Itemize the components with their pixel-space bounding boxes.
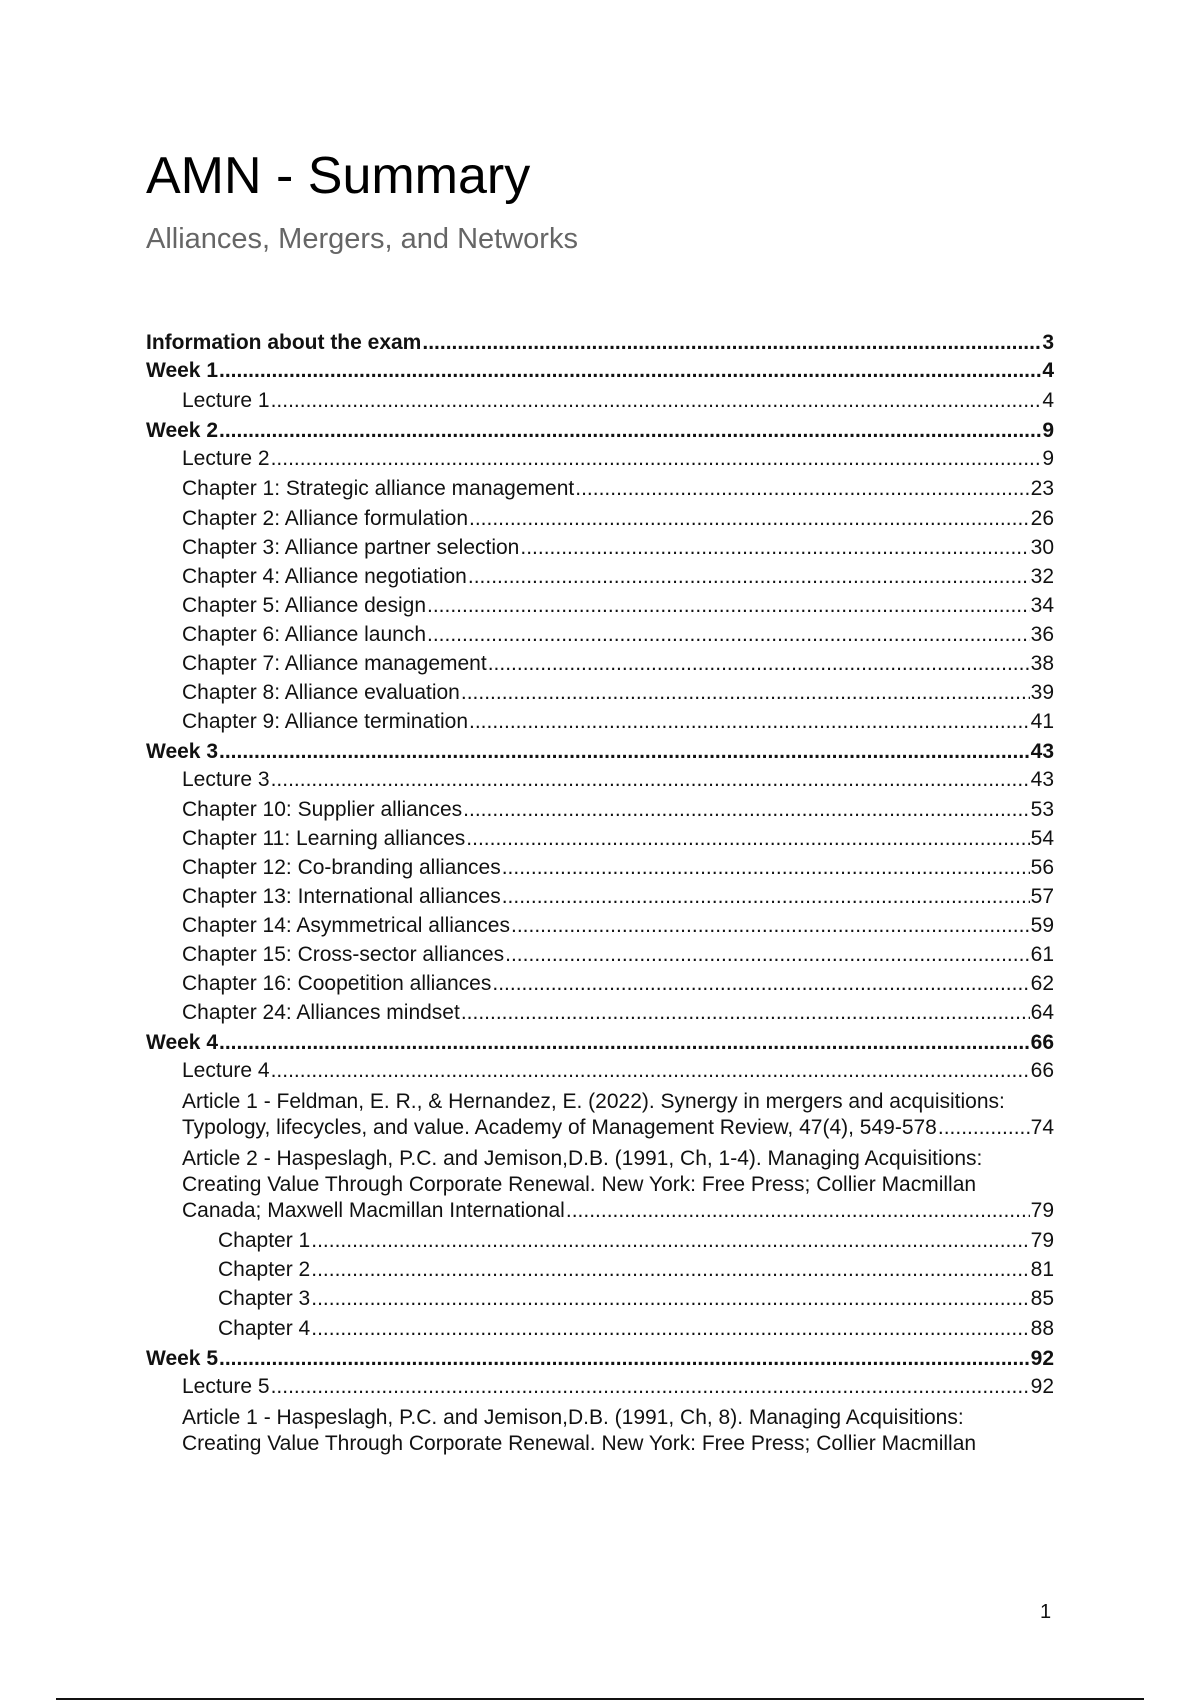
toc-page-number: 66 <box>1030 1031 1054 1054</box>
toc-entry-title: Typology, lifecycles, and value. Academy of Management Review, 47(4), 549-578 <box>182 1116 937 1139</box>
toc-dot-leader <box>468 564 1030 590</box>
toc-entry-row <box>146 739 1054 765</box>
table-of-contents <box>146 327 1054 1457</box>
toc-entry-title: Lecture 1 <box>182 389 270 412</box>
toc-section[interactable] <box>146 358 1054 384</box>
toc-dot-leader <box>492 971 1029 997</box>
toc-entry-title: Information about the exam <box>146 331 422 354</box>
toc-entry-title: Week 1 <box>146 359 218 382</box>
toc-page-number: 59 <box>1030 914 1054 937</box>
toc-page-number: 26 <box>1030 507 1054 530</box>
toc-entry-title: Chapter 10: Supplier alliances <box>182 798 463 821</box>
toc-entry-title: Week 2 <box>146 419 218 442</box>
toc-entry-row <box>146 593 1054 619</box>
toc-page-number: 36 <box>1030 623 1054 646</box>
toc-entry-title: Chapter 15: Cross-sector alliances <box>182 943 505 966</box>
toc-entry-title: Chapter 2: Alliance formulation <box>182 507 468 530</box>
toc-entry[interactable] <box>146 884 1054 910</box>
toc-dot-leader <box>520 535 1029 561</box>
toc-dot-leader <box>311 1257 1029 1283</box>
toc-entry-title: Lecture 3 <box>182 768 270 791</box>
page-number: 1 <box>1040 1601 1052 1623</box>
toc-entry-row <box>146 797 1054 823</box>
toc-dot-leader <box>219 1030 1030 1056</box>
document-title: AMN - Summary <box>146 147 531 205</box>
toc-entry-row <box>146 1374 1054 1400</box>
toc-entry-row <box>146 418 1054 444</box>
toc-page-number: 3 <box>1042 331 1054 354</box>
toc-page-number: 32 <box>1030 565 1054 588</box>
toc-entry[interactable] <box>146 476 1054 502</box>
toc-page-number: 85 <box>1030 1287 1054 1310</box>
toc-entry[interactable] <box>146 1228 1054 1254</box>
toc-dot-leader <box>469 709 1030 735</box>
toc-entry-title: Lecture 2 <box>182 447 270 470</box>
toc-dot-leader <box>219 358 1041 384</box>
toc-page-number: 9 <box>1042 447 1054 470</box>
toc-entry[interactable] <box>146 1316 1054 1342</box>
toc-page-number: 74 <box>1030 1116 1054 1139</box>
toc-entry-title: Chapter 1 <box>218 1229 311 1252</box>
toc-page-number: 92 <box>1030 1375 1054 1398</box>
toc-entry-title: Chapter 1: Strategic alliance management <box>182 477 575 500</box>
toc-entry-row <box>146 330 1054 356</box>
toc-entry-title: Chapter 7: Alliance management <box>182 652 487 675</box>
toc-entry-row <box>146 913 1054 939</box>
toc-entry-title: Chapter 4 <box>218 1317 311 1340</box>
toc-section[interactable] <box>146 1030 1054 1056</box>
toc-section[interactable] <box>146 418 1054 444</box>
toc-dot-leader <box>311 1316 1029 1342</box>
toc-entry-row <box>146 651 1054 677</box>
toc-entry-row <box>146 767 1054 793</box>
toc-dot-leader <box>463 797 1029 823</box>
toc-entry[interactable] <box>146 564 1054 590</box>
toc-page-number: 56 <box>1030 856 1054 879</box>
toc-entry-title: Chapter 3: Alliance partner selection <box>182 536 520 559</box>
toc-entry[interactable] <box>146 1257 1054 1283</box>
toc-entry-row <box>146 855 1054 881</box>
toc-entry-text-line: Creating Value Through Corporate Renewal. New York: Free Press; Collier Macmillan <box>182 1432 977 1455</box>
toc-entry-row <box>146 884 1054 910</box>
toc-dot-leader <box>427 622 1030 648</box>
toc-dot-leader <box>271 1374 1030 1400</box>
toc-entry-title: Canada; Maxwell Macmillan International <box>182 1199 565 1222</box>
toc-entry[interactable] <box>146 1286 1054 1312</box>
toc-entry[interactable] <box>146 1000 1054 1026</box>
toc-dot-leader <box>502 884 1030 910</box>
toc-entry[interactable] <box>146 971 1054 997</box>
toc-page-number: 43 <box>1030 740 1054 763</box>
toc-page-number: 4 <box>1042 389 1054 412</box>
toc-entry-row <box>146 1286 1054 1312</box>
toc-entry-title: Chapter 12: Co-branding alliances <box>182 856 501 879</box>
toc-entry-row <box>146 1030 1054 1056</box>
toc-page-number: 9 <box>1042 419 1054 442</box>
toc-entry-row <box>146 358 1054 384</box>
toc-entry-row <box>146 1058 1054 1084</box>
toc-entry-text-line: Article 1 - Haspeslagh, P.C. and Jemison,D.B. (1991, Ch, 8). Managing Acquisitions: <box>182 1406 964 1429</box>
toc-entry[interactable] <box>146 535 1054 561</box>
toc-entry[interactable] <box>146 446 1054 472</box>
toc-entry-row <box>146 971 1054 997</box>
toc-page-number: 92 <box>1030 1347 1054 1370</box>
toc-entry-row <box>146 1316 1054 1342</box>
toc-dot-leader <box>461 1000 1030 1026</box>
toc-dot-leader <box>938 1115 1030 1141</box>
toc-entry[interactable] <box>146 388 1054 414</box>
toc-dot-leader <box>311 1228 1029 1254</box>
toc-page-number: 41 <box>1030 710 1054 733</box>
toc-page-number: 88 <box>1030 1317 1054 1340</box>
toc-dot-leader <box>219 418 1041 444</box>
toc-entry-row <box>146 1257 1054 1283</box>
toc-entry-text-line: Article 1 - Feldman, E. R., & Hernandez, E. (2022). Synergy in mergers and acquisitions: <box>182 1090 1005 1113</box>
toc-entry[interactable] <box>146 855 1054 881</box>
toc-dot-leader <box>271 446 1042 472</box>
toc-entry-text-line: Creating Value Through Corporate Renewal. New York: Free Press; Collier Macmillan <box>182 1173 977 1196</box>
toc-dot-leader <box>511 913 1030 939</box>
toc-page-number: 79 <box>1030 1199 1054 1222</box>
toc-entry-row <box>146 1228 1054 1254</box>
toc-entry-title: Lecture 5 <box>182 1375 270 1398</box>
toc-page-number: 4 <box>1042 359 1054 382</box>
toc-page-number: 23 <box>1030 477 1054 500</box>
toc-entry-row <box>146 622 1054 648</box>
toc-entry-row <box>146 564 1054 590</box>
toc-entry-title: Week 5 <box>146 1347 218 1370</box>
toc-dot-leader <box>271 1058 1030 1084</box>
toc-dot-leader <box>219 739 1030 765</box>
toc-entry-title: Chapter 5: Alliance design <box>182 594 426 617</box>
toc-entry-title: Week 3 <box>146 740 218 763</box>
toc-entry[interactable] <box>146 797 1054 823</box>
toc-entry-row <box>146 942 1054 968</box>
toc-entry-title: Chapter 3 <box>218 1287 311 1310</box>
document-subtitle: Alliances, Mergers, and Networks <box>146 223 578 255</box>
toc-entry-row <box>146 1346 1054 1372</box>
toc-entry-row <box>146 1115 1054 1141</box>
toc-entry-row <box>146 506 1054 532</box>
toc-entry-row <box>146 476 1054 502</box>
toc-dot-leader <box>566 1198 1030 1224</box>
toc-entry-title: Chapter 6: Alliance launch <box>182 623 426 646</box>
toc-page-number: 81 <box>1030 1258 1054 1281</box>
toc-page-number: 66 <box>1030 1059 1054 1082</box>
toc-entry[interactable] <box>146 1058 1054 1084</box>
toc-page-number: 43 <box>1030 768 1054 791</box>
toc-dot-leader <box>575 476 1029 502</box>
toc-entry[interactable] <box>146 1374 1054 1400</box>
toc-dot-leader <box>469 506 1030 532</box>
toc-entry-title: Chapter 11: Learning alliances <box>182 827 466 850</box>
toc-dot-leader <box>505 942 1030 968</box>
toc-entry[interactable] <box>146 680 1054 706</box>
toc-entry-title: Lecture 4 <box>182 1059 270 1082</box>
toc-dot-leader <box>311 1286 1029 1312</box>
toc-entry[interactable] <box>146 506 1054 532</box>
toc-entry[interactable] <box>146 1405 1054 1457</box>
toc-dot-leader <box>427 593 1030 619</box>
toc-dot-leader <box>219 1346 1030 1372</box>
toc-page-number: 30 <box>1030 536 1054 559</box>
toc-entry-title: Chapter 8: Alliance evaluation <box>182 681 460 704</box>
toc-dot-leader <box>422 330 1041 356</box>
toc-page-number: 34 <box>1030 594 1054 617</box>
toc-entry-row <box>146 446 1054 472</box>
toc-section[interactable] <box>146 739 1054 765</box>
toc-entry-row <box>146 535 1054 561</box>
toc-entry-title: Chapter 13: International alliances <box>182 885 501 908</box>
toc-section[interactable] <box>146 1346 1054 1372</box>
toc-entry-row <box>146 709 1054 735</box>
toc-page-number: 79 <box>1030 1229 1054 1252</box>
toc-entry-row <box>146 826 1054 852</box>
toc-entry-text-line: Article 2 - Haspeslagh, P.C. and Jemison,D.B. (1991, Ch, 1-4). Managing Acquisitions: <box>182 1147 983 1170</box>
toc-page-number: 54 <box>1030 827 1054 850</box>
toc-entry[interactable] <box>146 1146 1054 1224</box>
toc-page-number: 57 <box>1030 885 1054 908</box>
toc-entry[interactable] <box>146 651 1054 677</box>
toc-entry[interactable] <box>146 826 1054 852</box>
toc-page-number: 39 <box>1030 681 1054 704</box>
toc-dot-leader <box>502 855 1030 881</box>
toc-dot-leader <box>271 388 1042 414</box>
toc-page-number: 64 <box>1030 1001 1054 1024</box>
toc-entry-title: Chapter 9: Alliance termination <box>182 710 468 733</box>
toc-entry[interactable] <box>146 622 1054 648</box>
toc-page-number: 61 <box>1030 943 1054 966</box>
toc-entry[interactable] <box>146 709 1054 735</box>
toc-page-number: 62 <box>1030 972 1054 995</box>
toc-entry-title: Chapter 24: Alliances mindset <box>182 1001 460 1024</box>
toc-section[interactable] <box>146 330 1054 356</box>
toc-entry-row <box>146 388 1054 414</box>
toc-page-number: 53 <box>1030 798 1054 821</box>
toc-entry-title: Week 4 <box>146 1031 218 1054</box>
toc-entry-title: Chapter 2 <box>218 1258 311 1281</box>
toc-entry[interactable] <box>146 942 1054 968</box>
toc-page-number: 38 <box>1030 652 1054 675</box>
toc-entry[interactable] <box>146 593 1054 619</box>
toc-entry-title: Chapter 14: Asymmetrical alliances <box>182 914 510 937</box>
toc-dot-leader <box>466 826 1029 852</box>
toc-entry[interactable] <box>146 913 1054 939</box>
toc-entry-title: Chapter 16: Coopetition alliances <box>182 972 492 995</box>
toc-dot-leader <box>488 651 1030 677</box>
toc-entry[interactable] <box>146 1089 1054 1141</box>
toc-dot-leader <box>461 680 1030 706</box>
toc-entry[interactable] <box>146 767 1054 793</box>
toc-dot-leader <box>271 767 1030 793</box>
toc-entry-title: Chapter 4: Alliance negotiation <box>182 565 467 588</box>
toc-entry-row <box>146 1000 1054 1026</box>
toc-entry-row <box>146 1198 1054 1224</box>
toc-entry-row <box>146 680 1054 706</box>
